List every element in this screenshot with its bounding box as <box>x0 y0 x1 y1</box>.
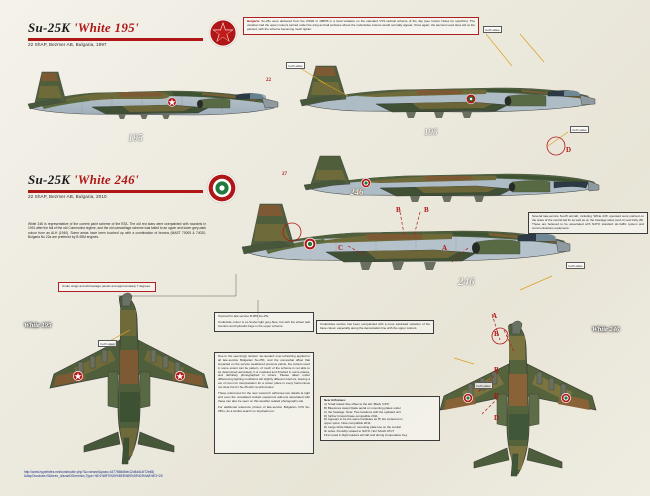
callout-decal-note <box>214 352 314 454</box>
footer-url-line1: http://www.hyperbites.net/constructie.php?&c=search&pass=4477668d5eb12d4dd14f72e65| <box>24 470 155 474</box>
letter-b-1: B <box>396 206 401 214</box>
callout-stencil-text: Undersides section has been overpainted with a more saturated variation of the base colour, especially along the demarcation line with the upper colours. <box>320 322 430 330</box>
label-both-sides-3: both sides <box>570 126 589 133</box>
callout-topcoat <box>214 312 314 332</box>
callout-right-side-note <box>528 212 648 234</box>
callout-notes-title: New Airframes: <box>324 398 346 402</box>
notes-line-6: D) Large white blade-on mounting plate low on the central <box>324 425 401 430</box>
letter-a-1: A <box>442 244 448 252</box>
callout-decal-text: Due to the seemingly random 'as-needed' over-refreshing applied to all late-service Bulgarian Su-25K, and the somewhat offset that impacted on the service weathered previous paints, the colours used in some extent can be pattern, of much of the scheme is not able to be determined accurately. It is modeled and finished in some places, and definitely photographed in others. Please taken under differencing lighting conditions left slightly different interiors, leaving a set of room for interpretation for a colour place in every harmonious not clear but for Su-25 with records below. <box>218 354 310 390</box>
title-prefix-246: Su-25K <box>28 172 74 187</box>
number-label-22: 22 <box>266 78 271 83</box>
notes-line-4: D) Appears to be the same hardware as 'B' but centered on <box>324 417 403 422</box>
subtitle-246: 22 ShAP, Bezmer AB, Bulgaria, 2010 <box>28 194 107 199</box>
callout-notes <box>320 396 440 441</box>
aircraft-code-246: 246 <box>458 276 475 288</box>
notes-line-5: upper spine. Note compatible 2011. <box>324 421 372 426</box>
plan-label-246: White 246 <box>592 326 620 333</box>
plan-label-195: White 195 <box>24 322 52 329</box>
notes-line-2: C) the fuselage. Note: Two locations with the updated unit <box>324 409 401 414</box>
callout-decal-sub: These references for the new 'exteriors' airframes two details at right and even the unrealised cockpit equipment add-ons associated with these can also be seen on this weather-related photographs site. <box>218 391 310 403</box>
letter-a-2: A <box>492 312 498 320</box>
aircraft-code-mid-right: 246 <box>350 187 364 197</box>
number-label-27: 27 <box>282 172 287 177</box>
callout-topcoat-title: Topcoat for late service B-95S Su-25s <box>218 314 269 318</box>
callout-stencil <box>316 320 434 334</box>
aircraft-code-top-right: 195 <box>424 127 438 137</box>
notes-line-8: First noted in flight loaders aircraft and during Cooperative Key <box>324 433 408 438</box>
label-both-sides-4: both sides <box>566 262 585 269</box>
letter-b-4: B <box>494 366 499 374</box>
title-prefix-195: Su-25K <box>28 20 74 35</box>
footer-url[interactable] <box>24 470 444 478</box>
label-both-sides-5: both sides <box>98 340 117 347</box>
letter-b-3: B <box>494 330 499 338</box>
label-both-sides-1: both sides <box>286 62 305 69</box>
callout-upper-wing <box>58 282 156 292</box>
callout-topcoat-sub: Underside colour is ex-Soviet light grey-blue, but with the wheel well interiors and hydraulic bays in the upper scheme. <box>218 319 310 328</box>
label-both-sides-6: both sides <box>474 382 493 389</box>
profile-body-246: White 246 is representative of the current paint scheme of the BTA. The old red stars were overpainted with roundels in 1991 after the fall of the old Communist regime, and the old camouflage scheme was failed to an upper and lower grey-dark colour from an ALH (1940). Some areas have been touched up with a combination of browns (MAST 70005 & 74020, Bulgaria No 22a are preferred by B-95M engines. <box>28 222 206 239</box>
top-note-lead: Bulgaria: <box>247 19 261 23</box>
top-note-text: Su-25s were delivered from the USSR in 1985/6 in a local variation on the standard VVS tactical scheme of the day (see Colour Notes for specifics). The variation had the upper colours carried under the wing and tail surfaces where the undersides colours would normally appear. Once again, the element used does tell us the painted, with the scheme becoming much lighter. <box>247 19 475 31</box>
letter-b-2: B <box>424 206 429 214</box>
callout-upper-wing-text: Under wings and aft fuselage panels and approximately 7 degrees. <box>62 284 151 288</box>
notes-line-1: B) Bluetones swept blade aerial on mounting plates under <box>324 405 401 410</box>
letter-c-1: C <box>338 244 344 252</box>
title-code-195: 'White 195' <box>73 20 139 35</box>
callout-decal-sub2: For additional reference photos of late-service Bulgarian VVS Su-25Ks, do a similar search on skydreds.net. <box>218 404 310 413</box>
callout-right-side-text: Several late-service Su-25 aircraft, including 'White 246' operated were painted on the sides of the central tail fin as well as on the fuselage sides (at A-C) and belly (B). These are believed to be associated with NATO standard air-traffic system and communications equipment. <box>532 214 644 230</box>
title-code-246: 'White 246' <box>73 172 139 187</box>
letter-d-1: D <box>566 146 572 154</box>
notes-line-0: A) Small raised dive offset to the left. Black 'GPS' <box>324 401 390 406</box>
aircraft-code-195: 195 <box>128 133 143 144</box>
notes-line-3: D) further forward base-compatible 2011. <box>324 413 379 418</box>
footer-url-line2: &dispOcculose=5&forex_4/azadOGenerics,Type=%D1%8F3%25%8E8%89%28%25%A8%E3+25 <box>24 474 163 478</box>
subtitle-195: 22 ShAP, Bezmer AB, Bulgaria, 1997 <box>28 42 107 47</box>
notes-line-7: fin sides. Possibly related to NATO / EU SAHO ATC? <box>324 429 395 434</box>
label-both-sides-2: both sides <box>483 26 502 33</box>
letter-d-2: D <box>494 392 500 400</box>
letter-d-3: D <box>494 414 500 422</box>
